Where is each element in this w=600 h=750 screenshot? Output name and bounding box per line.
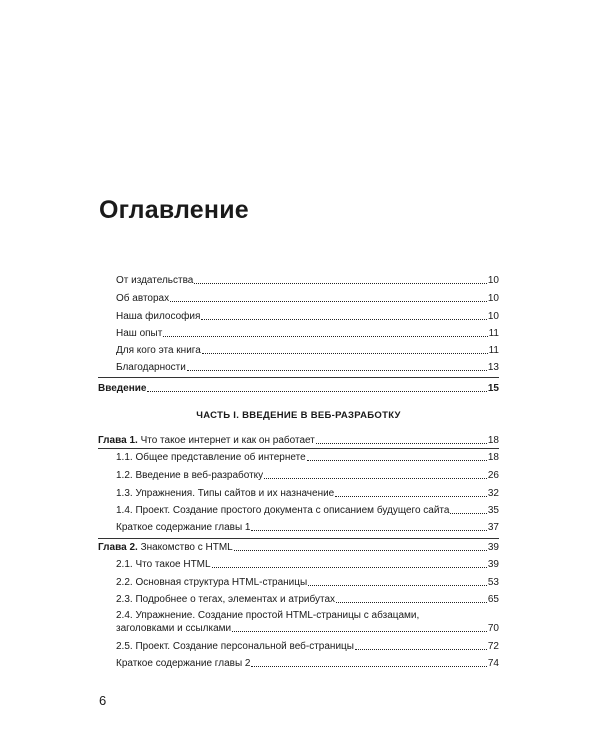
leader-dots	[307, 460, 487, 461]
toc-entry-philosophy[interactable]: Наша философия 10	[116, 311, 499, 322]
leader-dots	[251, 530, 486, 531]
leader-dots	[335, 496, 487, 497]
toc-entry-thanks[interactable]: Благодарности 13	[116, 362, 499, 373]
leader-dots	[194, 283, 487, 284]
toc-entry-about-authors[interactable]: Об авторах 10	[116, 293, 499, 304]
toc-entry-audience[interactable]: Для кого эта книга 11	[116, 345, 499, 356]
leader-dots	[202, 353, 488, 354]
leader-dots	[308, 585, 487, 586]
toc-entry-experience[interactable]: Наш опыт 11	[116, 328, 499, 339]
toc-section-1-2[interactable]: 1.2. Введение в веб-разработку 26	[116, 470, 499, 481]
leader-dots	[163, 336, 487, 337]
page-title: Оглавление	[99, 196, 249, 224]
toc-section-2-4[interactable]: 2.4. Упражнение. Создание простой HTML-страницы с абзацами, заголовками и ссылками 70	[116, 610, 499, 634]
toc-section-2-5[interactable]: 2.5. Проект. Создание персональной веб-страницы 72	[116, 641, 499, 652]
leader-dots	[336, 602, 487, 603]
toc-section-2-1[interactable]: 2.1. Что такое HTML 39	[116, 559, 499, 570]
leader-dots	[170, 301, 487, 302]
leader-dots	[212, 567, 487, 568]
toc-summary-chapter-1[interactable]: Краткое содержание главы 1 37	[116, 522, 499, 533]
toc-section-1-3[interactable]: 1.3. Упражнения. Типы сайтов и их назначение 32	[116, 488, 499, 499]
divider	[98, 377, 499, 378]
divider	[98, 448, 499, 449]
divider	[98, 538, 499, 539]
toc-section-2-2[interactable]: 2.2. Основная структура HTML-страницы 53	[116, 577, 499, 588]
leader-dots	[355, 649, 487, 650]
toc-section-1-4[interactable]: 1.4. Проект. Создание простого документа с описанием будущего сайта 35	[116, 505, 499, 516]
toc-chapter-2[interactable]: Глава 2. Знакомство с HTML 39	[98, 542, 499, 553]
leader-dots	[234, 550, 487, 551]
page-number: 6	[99, 693, 107, 708]
leader-dots	[201, 319, 487, 320]
part-heading: ЧАСТЬ I. ВВЕДЕНИЕ В ВЕБ-РАЗРАБОТКУ	[196, 410, 401, 421]
leader-dots	[251, 666, 486, 667]
toc-entry-intro[interactable]: Введение 15	[98, 383, 499, 394]
leader-dots	[450, 513, 486, 514]
leader-dots	[264, 478, 487, 479]
leader-dots	[187, 370, 487, 371]
toc-chapter-1[interactable]: Глава 1. Что такое интернет и как он работает 18	[98, 435, 499, 446]
leader-dots	[147, 391, 486, 392]
toc-section-1-1[interactable]: 1.1. Общее представление об интернете 18	[116, 452, 499, 463]
leader-dots	[232, 631, 487, 632]
toc-summary-chapter-2[interactable]: Краткое содержание главы 2 74	[116, 658, 499, 669]
leader-dots	[316, 443, 487, 444]
toc-entry-from-publisher[interactable]: От издательства 10	[116, 275, 499, 286]
toc-section-2-3[interactable]: 2.3. Подробнее о тегах, элементах и атрибутах 65	[116, 594, 499, 605]
